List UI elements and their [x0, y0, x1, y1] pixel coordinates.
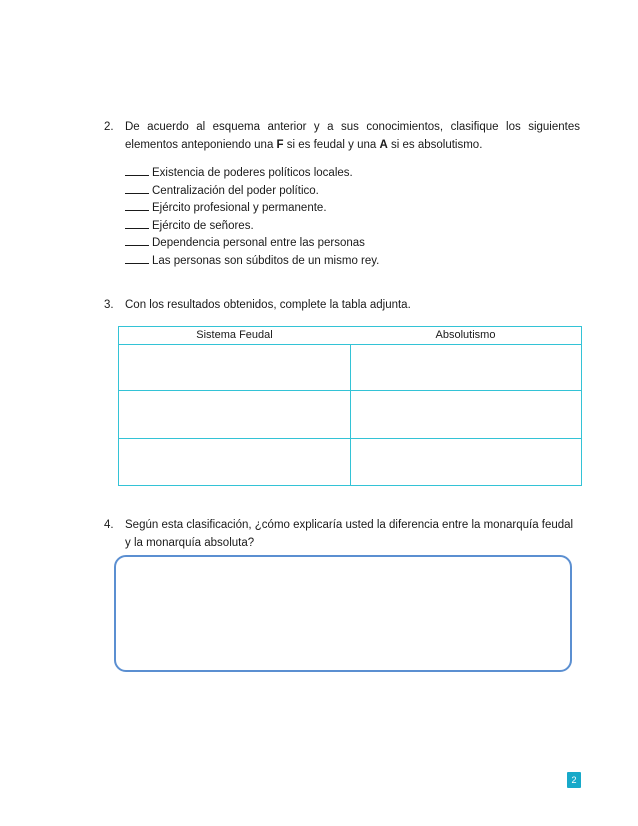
- table-cell-feudal[interactable]: [119, 439, 350, 485]
- answer-blank[interactable]: [125, 216, 149, 229]
- table-cell-feudal[interactable]: [119, 391, 350, 437]
- question-2-number: 2.: [104, 121, 114, 133]
- list-item: Ejército de señores.: [125, 216, 545, 234]
- question-4-number: 4.: [104, 519, 114, 531]
- question-3-number: 3.: [104, 299, 114, 311]
- question-3: [104, 296, 580, 314]
- question-2: [104, 118, 580, 154]
- table-cell-absolutismo[interactable]: [350, 439, 582, 485]
- table-row: [119, 439, 581, 485]
- letter-a: A: [379, 139, 388, 151]
- answer-blank[interactable]: [125, 163, 149, 176]
- answer-blank[interactable]: [125, 233, 149, 246]
- table-row: [119, 391, 581, 438]
- list-item: Las personas son súbditos de un mismo rey.: [125, 251, 545, 269]
- list-item: Dependencia personal entre las personas: [125, 233, 545, 251]
- list-item: Existencia de poderes políticos locales.: [125, 163, 545, 181]
- table-body: [119, 344, 581, 485]
- page-number: 2: [567, 772, 581, 788]
- header-absolutismo: Absolutismo: [435, 329, 496, 341]
- table-cell-feudal[interactable]: [119, 344, 350, 390]
- table-cell-absolutismo[interactable]: [350, 391, 582, 437]
- question-4: [104, 516, 580, 552]
- table-row: [119, 344, 581, 391]
- comparison-table: [118, 326, 582, 486]
- list-item: Ejército profesional y permanente.: [125, 198, 545, 216]
- table-cell-absolutismo[interactable]: [350, 344, 582, 390]
- question-2-text: De acuerdo al esquema anterior y a sus conocimientos, clasifique los siguientes elementos anteponiendo una F si es feudal y una A si es absolutismo.: [125, 121, 580, 151]
- answer-blank[interactable]: [125, 181, 149, 194]
- question-3-text: Con los resultados obtenidos, complete la tabla adjunta.: [125, 299, 411, 311]
- question-4-text: Según esta clasificación, ¿cómo explicaría usted la diferencia entre la monarquía feudal y la monarquía absoluta?: [125, 519, 574, 549]
- answer-blank[interactable]: [125, 251, 149, 264]
- list-item: Centralización del poder político.: [125, 181, 545, 199]
- letter-f: F: [276, 139, 284, 151]
- table-header: [119, 327, 581, 345]
- answer-box[interactable]: [114, 555, 572, 672]
- classification-list: [125, 163, 545, 269]
- answer-blank[interactable]: [125, 198, 149, 211]
- header-sistema-feudal: Sistema Feudal: [196, 329, 273, 341]
